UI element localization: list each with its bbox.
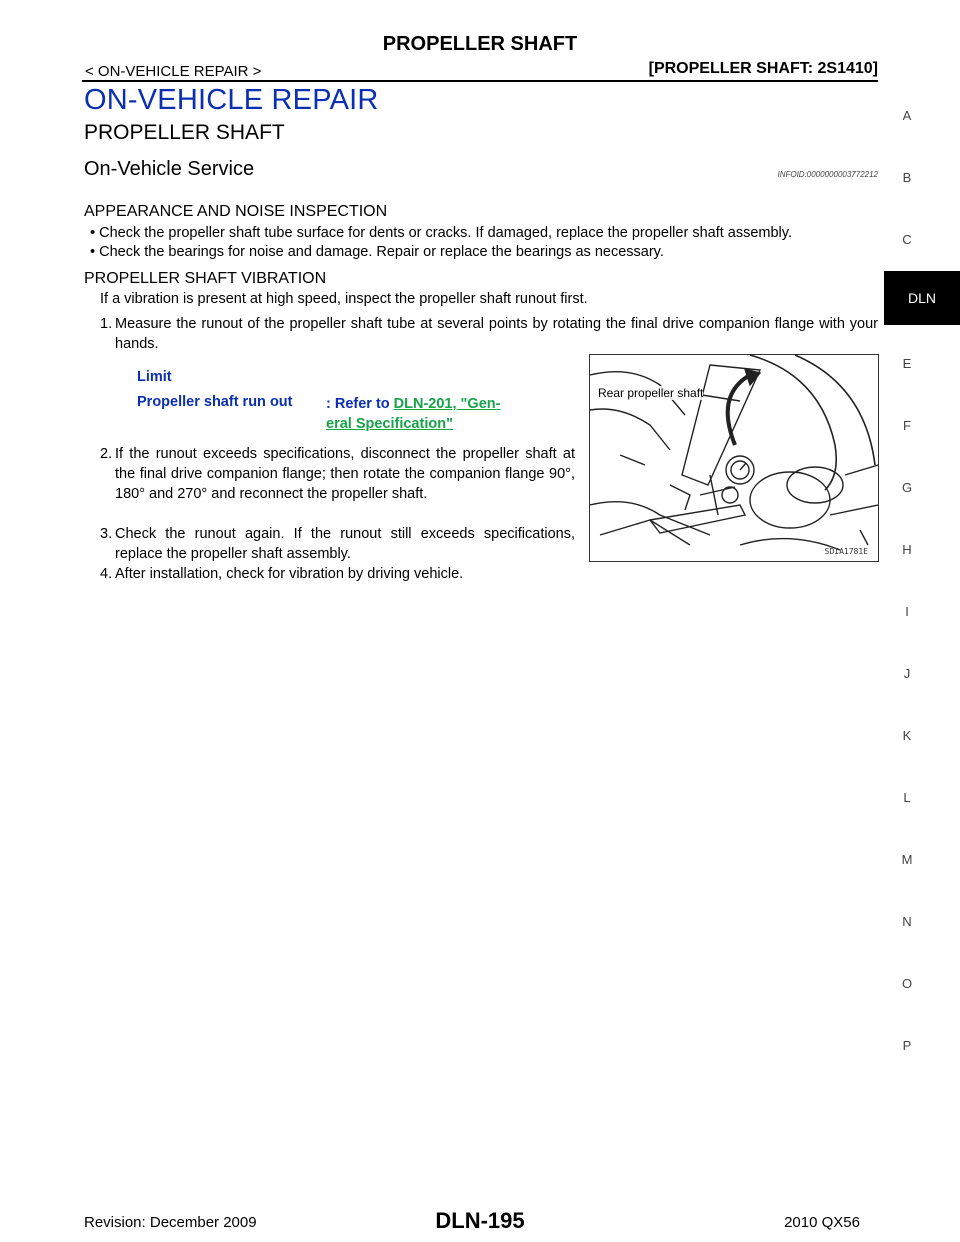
- vibration-intro: If a vibration is present at high speed, inspect the propeller shaft runout first.: [100, 291, 588, 307]
- side-index-item[interactable]: P: [902, 1038, 912, 1053]
- side-index-current[interactable]: DLN: [884, 271, 960, 325]
- service-heading: On-Vehicle Service: [84, 158, 255, 180]
- step-text: If the runout exceeds specifications, disconnect the propeller shaft at the final drive companion flange; then rotate the companion flange 90°, 180° and 270° and reconnect the propeller shaft.: [115, 446, 575, 502]
- side-index-item[interactable]: H: [902, 542, 912, 557]
- figure-callout: Rear propeller shaft: [598, 386, 704, 400]
- spec-reference-link[interactable]: DLN-201, "Gen-: [393, 396, 501, 412]
- page-number: DLN-195: [435, 1208, 525, 1233]
- topic-heading: PROPELLER SHAFT: [84, 121, 285, 144]
- side-index-item[interactable]: J: [903, 666, 911, 681]
- side-index-item[interactable]: O: [901, 976, 913, 991]
- procedure-step: [100, 444, 576, 524]
- vibration-heading: PROPELLER SHAFT VIBRATION: [84, 270, 327, 287]
- header-divider: [82, 80, 878, 82]
- side-index-item[interactable]: G: [901, 480, 913, 495]
- side-index-item[interactable]: L: [903, 790, 911, 805]
- procedure-step: [100, 314, 880, 354]
- info-id: INFOID:0000000003772212: [777, 170, 878, 179]
- revision-date: Revision: December 2009: [84, 1214, 257, 1231]
- step-text: Measure the runout of the propeller shaft tube at several points by rotating the final drive companion flange with your hands.: [115, 316, 878, 352]
- side-index-item[interactable]: B: [902, 170, 912, 185]
- spec-reference-link-cont[interactable]: eral Specification": [326, 416, 453, 432]
- appearance-bullet: • Check the bearings for noise and damage. Repair or replace the bearings as necessary.: [90, 244, 664, 260]
- step-number: 3.: [100, 526, 113, 542]
- breadcrumb: < ON-VEHICLE REPAIR >: [85, 63, 262, 80]
- step-number: 2.: [100, 446, 113, 462]
- side-index-item[interactable]: I: [905, 604, 909, 619]
- side-index-item[interactable]: K: [902, 728, 912, 743]
- side-index-item[interactable]: N: [902, 914, 912, 929]
- model-year: 2010 QX56: [784, 1214, 860, 1231]
- side-index-item[interactable]: M: [901, 852, 913, 867]
- procedure-step: [100, 524, 576, 564]
- side-index-item[interactable]: F: [903, 418, 911, 433]
- side-index-item[interactable]: C: [902, 232, 912, 247]
- side-index-item[interactable]: E: [902, 356, 912, 371]
- step-number: 4.: [100, 566, 113, 582]
- bullet-text: Check the propeller shaft tube surface for dents or cracks. If damaged, replace the propeller shaft assembly.: [99, 225, 792, 241]
- limit-value: [326, 394, 500, 434]
- section-code: [PROPELLER SHAFT: 2S1410]: [648, 60, 878, 77]
- section-heading: ON-VEHICLE REPAIR: [84, 84, 379, 116]
- appearance-heading: APPEARANCE AND NOISE INSPECTION: [84, 203, 388, 220]
- limit-label: Propeller shaft run out: [137, 394, 293, 410]
- page-header-title: PROPELLER SHAFT: [382, 33, 578, 55]
- side-index-item[interactable]: A: [902, 108, 912, 123]
- figure-id: SDIA1781E: [824, 547, 868, 556]
- step-text: After installation, check for vibration by driving vehicle.: [115, 566, 464, 582]
- step-text: Check the runout again. If the runout still exceeds specifications, replace the propeller shaft assembly.: [115, 526, 575, 562]
- bullet-text: Check the bearings for noise and damage. Repair or replace the bearings as necessary.: [99, 244, 664, 260]
- procedure-step: [100, 564, 576, 584]
- limit-title: Limit: [137, 369, 172, 385]
- step-number: 1.: [100, 316, 113, 332]
- appearance-bullet: • Check the propeller shaft tube surface for dents or cracks. If damaged, replace the propeller shaft assembly.: [90, 225, 792, 241]
- limit-value-prefix: : Refer to: [326, 396, 394, 412]
